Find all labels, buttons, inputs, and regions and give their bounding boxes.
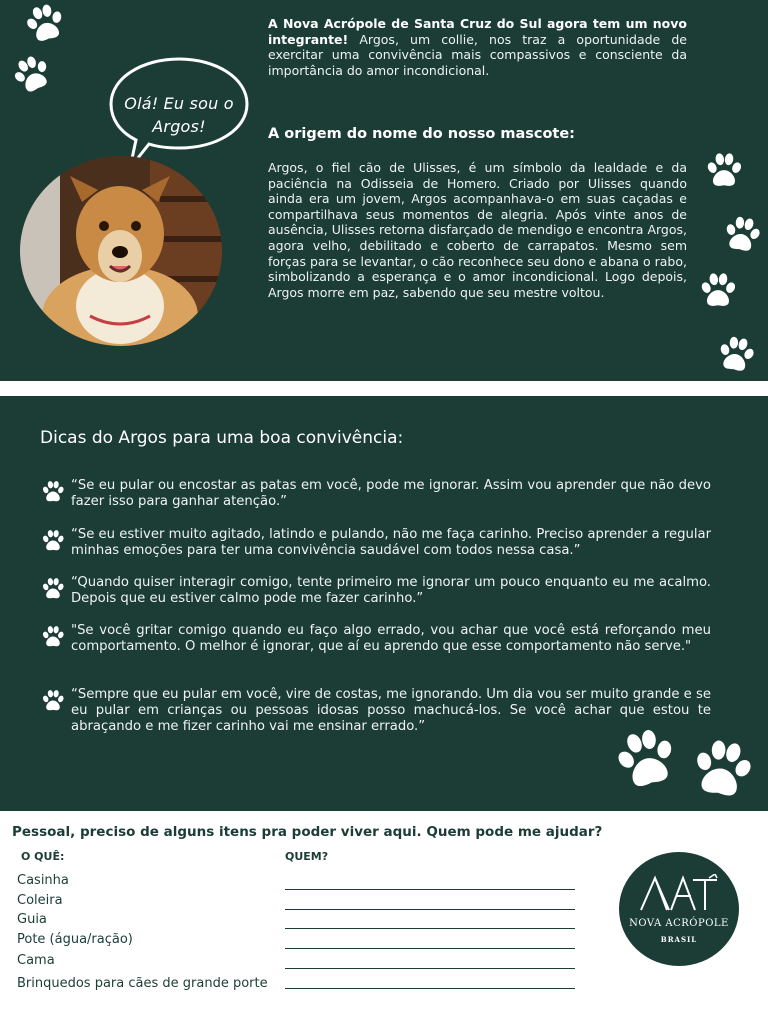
paw-print-icon [717, 210, 768, 259]
needs-item: Guia [17, 912, 47, 927]
tip-item [40, 478, 711, 510]
tip-item [40, 623, 711, 655]
paw-print-icon [17, 0, 73, 51]
intro-panel [0, 0, 768, 381]
paw-print-icon [3, 47, 61, 104]
intro-headline: A Nova Acrópole de Santa Cruz do Sul agora tem um novo integrante! [268, 16, 687, 47]
needs-item: Casinha [17, 873, 69, 888]
paw-print-icon [40, 528, 66, 554]
origin-body: Argos, o fiel cão de Ulisses, é um símbolo da lealdade e da paciência na Odisseia de Homero. Criado por Ulisses quando ainda era um jovem, Argos acompanhava-o em suas caçadas e compartilhava seus momentos de alegria. Após vinte anos de ausência, Ulisses retorna disfarçado de mendigo e encontra Argos, agora velho, debilitado e coberto de carrapatos. Mesmo sem forças para se levantar, o cão reconhece seu dono e abana o rabo, simbolizando a esperança e o amor incondicional. Logo depois, Argos morre em paz, sabendo que seu mestre voltou. [268, 160, 687, 300]
logo-subtitle: BRASIL [660, 935, 698, 944]
tip-item [40, 527, 711, 559]
dog-photo [20, 156, 222, 346]
needs-item: Brinquedos para cães de grande porte [17, 976, 268, 991]
bubble-line-1: Olá! Eu sou o [124, 94, 234, 113]
paw-print-icon [40, 688, 66, 714]
paw-print-icon [683, 731, 762, 810]
nova-acropole-logo [619, 852, 739, 966]
tip-text: “Se eu estiver muito agitado, latindo e pulando, não me faça carinho. Preciso aprender a regular minhas emoções para ter uma convivência saudável com todos nessa casa.” [71, 527, 711, 558]
paw-print-icon [702, 150, 746, 192]
paw-print-icon [40, 624, 66, 650]
needs-item: Pote (água/ração) [17, 932, 133, 947]
needs-item: Coleira [17, 893, 63, 908]
signup-line[interactable] [285, 928, 575, 929]
intro-body: Argos, um collie, nos traz a oportunidade de exercitar uma convivência mais compassivos e consciente da importância do amor incondicional. [268, 31, 687, 78]
column-what: O QUÊ: [21, 850, 65, 863]
tip-text: “Se eu pular ou encostar as patas em você, pode me ignorar. Assim vou aprender que não devo fazer isso para ganhar atenção.” [71, 478, 711, 509]
bubble-text [114, 92, 244, 138]
tips-title: Dicas do Argos para uma boa convivência: [40, 428, 404, 448]
needs-item: Cama [17, 953, 55, 968]
tip-text: “Sempre que eu pular em você, vire de costas, me ignorando. Um dia vou ser muito grande e se eu pular em crianças ou pessoas idosas posso machucá-los. Se você achar que estou te abraçando e me fizer carinho vai me ensinar errado.” [71, 687, 711, 734]
paw-print-icon [711, 330, 762, 379]
signup-line[interactable] [285, 889, 575, 890]
intro-text [268, 16, 687, 78]
signup-line[interactable] [285, 988, 575, 989]
bubble-line-2: Argos! [152, 117, 206, 136]
signup-line[interactable] [285, 948, 575, 949]
column-who: QUEM? [285, 850, 329, 863]
logo-name: NOVA ACRÓPOLE [629, 918, 729, 929]
tip-text: “Quando quiser interagir comigo, tente primeiro me ignorar um pouco enquanto eu me acalmo. Depois que eu estiver calmo pode me fazer carinho.” [71, 575, 711, 606]
paw-print-icon [40, 479, 66, 505]
tip-item [40, 575, 711, 607]
paw-print-icon [40, 576, 66, 602]
signup-line[interactable] [285, 909, 575, 910]
tip-item [40, 687, 711, 735]
signup-line[interactable] [285, 968, 575, 969]
paw-print-icon [696, 270, 740, 312]
logo-monogram-icon [637, 874, 721, 914]
tip-text: "Se você gritar comigo quando eu faço algo errado, vou achar que você está reforçando meu comportamento. O melhor é ignorar, que aí eu aprendo que esse comportamento não serve." [71, 623, 711, 654]
origin-title: A origem do nome do nosso mascote: [268, 126, 575, 142]
needs-title: Pessoal, preciso de alguns itens pra poder viver aqui. Quem pode me ajudar? [12, 824, 603, 840]
